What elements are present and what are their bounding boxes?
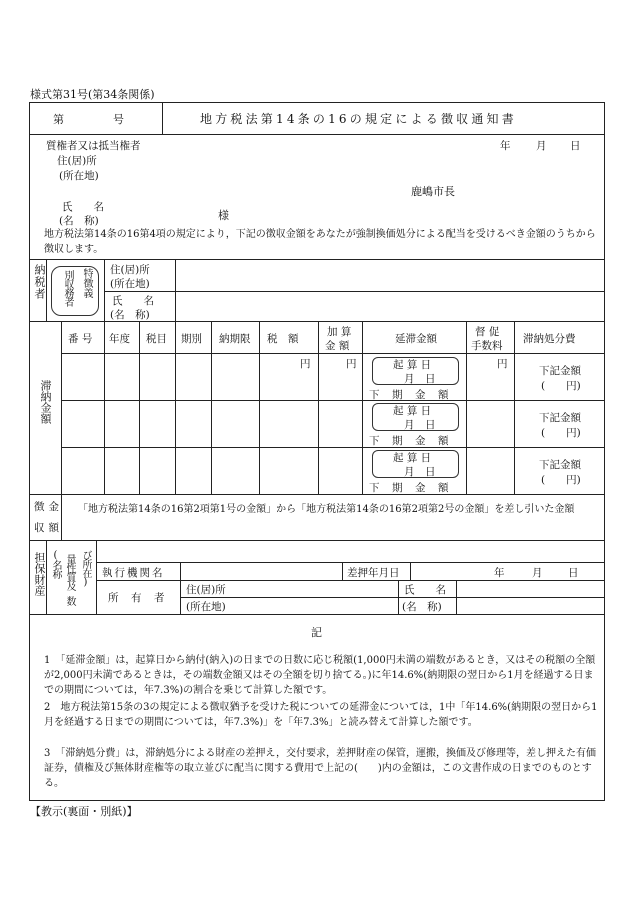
form-number: 様式第31号(第34条関係) [30,88,155,101]
lower-amount: 下 期 金 額 [369,482,450,494]
issuer: 鹿嶋市長 [411,185,455,198]
divider [29,540,605,541]
holder-name-kana-label: (名 称) [59,215,99,227]
kakin-paren: ( 円) [541,474,581,486]
exec-agency-label: 執行機関名 [102,567,165,579]
col-tax-amount: 税 額 [267,333,299,345]
divider [104,321,105,494]
note-3: 3 「滞納処分費」は，滞納処分による財産の差押え，交付要求，差押財産の保管，運搬，換価及び修理等，差し押えた有価証券，債権及び無体財産権等の取立並びに配当に関する費用で上記の( )内の金額は，この文書作成の日までのものとする。 [44,748,596,789]
collateral-sub-1: (名称 [50,550,61,578]
divider [61,447,605,448]
divider [96,562,605,563]
calc-start: 起 算 日 [393,405,432,417]
divider [180,597,605,598]
frame-right [604,102,605,801]
divider [180,562,181,614]
bracket-label-1: 特徴義 [81,268,92,298]
divider [61,353,605,354]
divider [96,540,97,614]
calc-start: 起 算 日 [393,452,432,464]
divider [29,259,605,260]
owner-name-kana-label: (名 称) [402,601,442,613]
holder-label: 質権者又は抵当権者 [46,140,141,152]
calc-month-day: 月 日 [404,373,436,385]
divider [410,562,411,580]
divider [104,291,605,292]
owner-label: 所 有 者 [108,592,166,604]
holder-location-label: (所在地) [59,170,99,182]
taxpayer-side-label: 納税者 [33,264,46,300]
date-year: 年 [500,140,511,152]
taxpayer-name-label: 氏 名 [112,295,154,307]
note-2: 2 地方税法第15条の3の規定による徴収猶予を受けた税についての延滞金については，1中「年14.6%(納期限の翌日から1月を経過する日までの期間については，年7.3%)」を「年7.3%」と読み替えて計算した額です。 [44,702,598,728]
seizure-date-label: 差押年月日 [347,567,400,579]
divider [29,614,605,615]
divider [61,400,605,401]
frame-top [29,102,605,103]
taxpayer-name-kana-label: (名 称) [110,309,150,321]
col-tax-item: 税目 [146,333,167,345]
divider [61,321,62,494]
col-dunning-2: 手数料 [471,340,503,352]
divider [175,259,176,321]
document-title: 地方税法第14条の16の規定による徴収通知書 [200,112,517,126]
collateral-sub-2: 量性質及 [64,554,75,590]
col-surcharge-1: 加 算 [327,326,352,338]
taxpayer-location-label: (所在地) [110,278,150,290]
owner-address-label: 住(居)所 [186,584,226,596]
owner-name-label: 氏 名 [404,584,446,596]
col-due: 納期限 [219,333,251,345]
divider [139,321,140,494]
col-disposition: 滞納処分費 [523,333,576,345]
date-day: 日 [570,140,581,152]
col-dunning-1: 督 促 [475,326,500,338]
divider [104,259,105,321]
bracket-label-2: 別収務者 [62,270,73,306]
unit-yen: 円 [300,358,311,370]
intro-text: 地方税法第14条の16第4項の規定により，下記の徴収金額をあなたが強制換価処分による配当を受けるべき金額のうちから徴収します。 [44,229,596,255]
divider [211,321,212,494]
kakin-paren: ( 円) [541,380,581,392]
frame-bottom [29,800,605,801]
collateral-sub-4: 数 [64,596,75,607]
title-dai: 第 [53,113,64,126]
kakin-label: 下記金額 [539,459,581,471]
divider [29,494,605,495]
divider [29,134,605,135]
col-number: 番 号 [68,333,93,345]
divider [398,580,399,614]
footer-note: 【教示(裏面・別紙)】 [30,805,138,818]
owner-location-label: (所在地) [186,601,226,613]
date-month: 月 [536,140,547,152]
kakin-paren: ( 円) [541,427,581,439]
divider [456,580,457,614]
calc-month-day: 月 日 [404,419,436,431]
calc-month-day: 月 日 [404,466,436,478]
kakin-label: 下記金額 [539,412,581,424]
lower-amount: 下 期 金 額 [369,389,450,401]
col-period: 期別 [181,333,202,345]
seizure-day: 日 [568,567,579,579]
divider [318,321,319,494]
divider [96,580,605,581]
divider [514,321,515,494]
kakin-label: 下記金額 [539,365,581,377]
divider [466,321,467,494]
col-delinquency: 延滞金額 [395,333,437,345]
col-surcharge-2: 金 額 [325,340,350,352]
lower-amount: 下 期 金 額 [369,435,450,447]
divider [362,321,363,494]
divider [162,102,163,134]
unit-yen: 円 [497,358,508,370]
holder-name-label: 氏 名 [62,201,104,213]
divider [342,562,343,580]
unit-yen: 円 [346,358,357,370]
collateral-side-label: 担保財産 [33,552,46,596]
notes-heading: 記 [311,626,322,639]
seizure-year: 年 [494,567,505,579]
divider [259,321,260,494]
divider [175,321,176,494]
col-year: 年度 [109,333,130,345]
arrears-side-label: 滞納金額 [39,380,52,424]
seizure-month: 月 [532,567,543,579]
frame-left [29,102,30,801]
sama-label: 様 [218,209,229,222]
note-1: 1 「延滞金額」は，起算日から納付(納入)の日までの日数に応じ税額(1,000円未満の端数があるとき，又はその税額の全額が2,000円未満であるときは，その端数金額又はその全額を切り捨てる。)に年14.6%(納期限の翌日から1月を経過する日までの期間については，年7.3%)の割合を乗じて計算した額です。 [44,655,596,696]
collection-side-2: 収額 [34,522,63,534]
taxpayer-address-label: 住(居)所 [110,264,150,276]
collection-text: 「地方税法第14条の16第2項第1号の金額」から「地方税法第14条の16第2項第2号の金額」を差し引いた金額 [78,504,575,515]
holder-address-label: 住(居)所 [57,155,97,167]
title-go: 号 [113,113,124,126]
collateral-sub-3: び所在) [80,550,91,587]
collection-side-1: 徴金 [34,501,63,513]
calc-start: 起 算 日 [393,359,432,371]
